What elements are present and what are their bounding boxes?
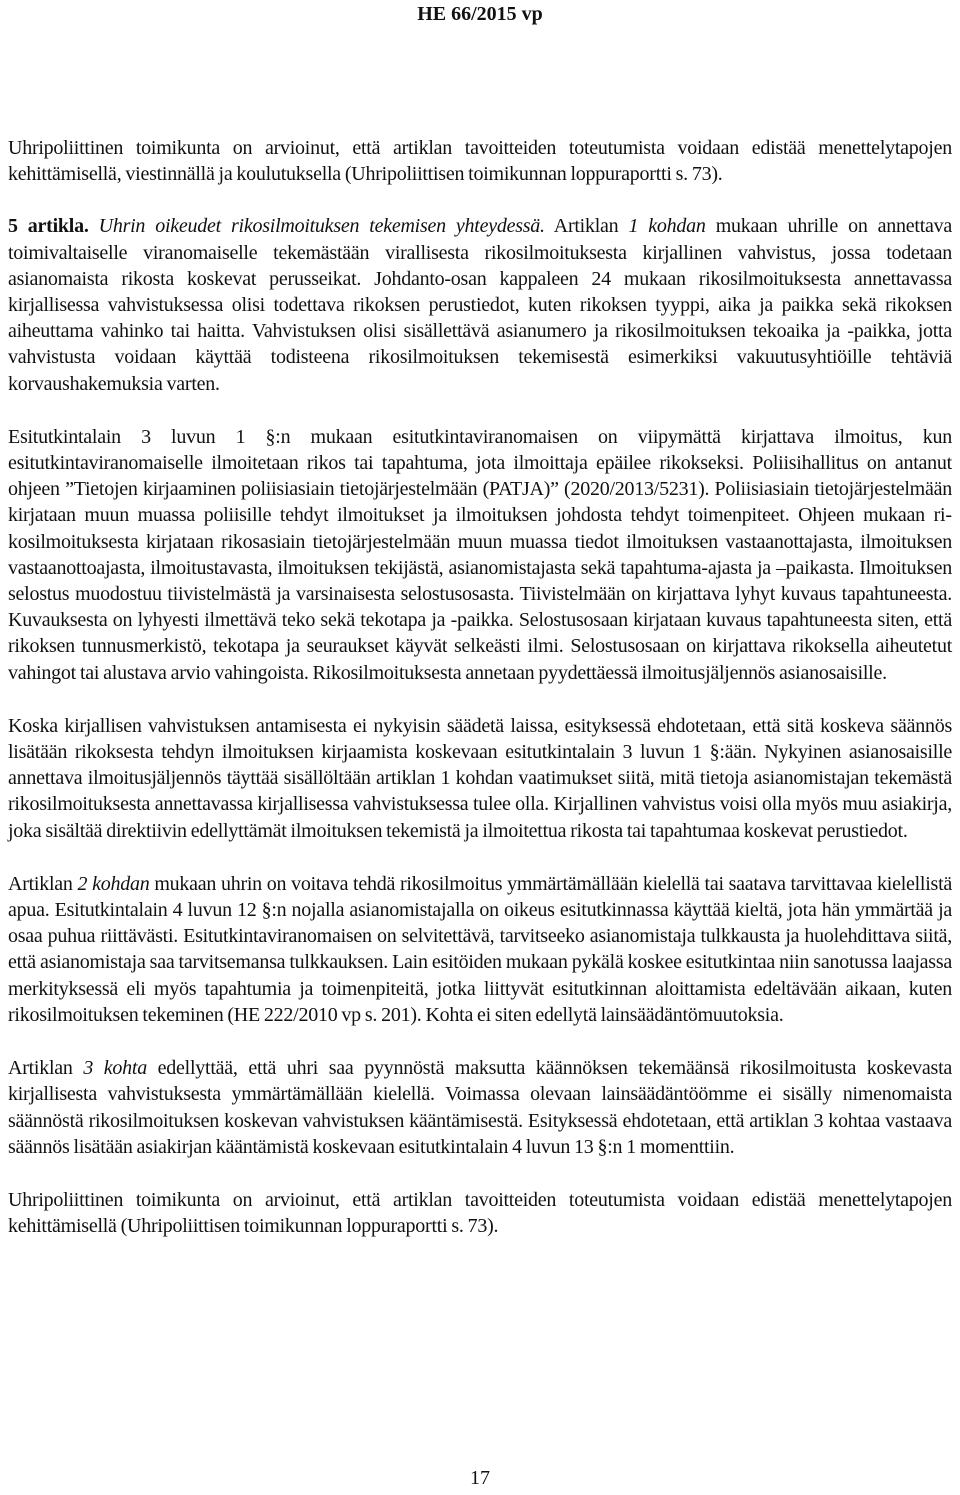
paragraph-6-text-b: edellyttää, että uhri saa pyynnöstä maksutta käännöksen tekemäänsä rikosilmoitusta koskevasta kirjallisesta vahvistuksesta ymmärtämällään kielellä. Voimassa olevaan lainsäädäntöömme ei sisälly nimenomaista säännöstä rikosilmoituksen koskevan vahvistuksen kääntämisestä. Esityksessä ehdotetaan, että artiklan 3 kohtaa vastaava säännös lisätään asiakirjan kääntämistä koskevaan esitutkintalain 4 luvun 13 §:n 1 momenttiin. <box>8 1057 953 1158</box>
paragraph-6-text-a: Artiklan <box>8 1057 73 1080</box>
paragraph-5 <box>8 871 952 1028</box>
page-number: 17 <box>470 1467 490 1489</box>
paragraph-1: Uhripoliittinen toimikunta on arvioinut, että artiklan tavoitteiden toteutumista voidaan edistää menettelytapojen kehittämisellä, viestinnällä ja koulutuksella (Uhripoliittisen toimikunnan loppuraportti s. 73). <box>8 137 952 186</box>
paragraph-6-italic-ref: 3 kohta <box>83 1057 147 1080</box>
paragraph-4: Koska kirjallisen vahvistuksen antamisesta ei nykyisin säädetä laissa, esityksessä ehdotetaan, että sitä koskeva säännös lisätään rikoksesta tehdyn ilmoituksen kirjaamista koskevaan esitutkintalain 3 luvun 1 §:ään. Nykyinen asianosaisille annettava ilmoitusjäljennös täyttää sisällöltään artiklan 1 kohdan vaatimukset siitä, mitä tietoja asianomistajan tekemästä rikosilmoituksesta annettavassa kirjallisessa vahvistuksessa tulee olla. Kirjallinen vahvistus voisi olla myös muu asiakirja, joka sisältää direktiivin edellyttämät ilmoituksen tekemistä ja ilmoitettua rikosta tai tapahtumaa koskevat perustiedot. <box>8 714 952 842</box>
paragraph-2-text-b: mukaan uhrille on annettava toimivaltaiselle viranomaiselle tekemästään virallisesta rikosilmoituksesta kirjallinen vahvistus, jossa todetaan asianomaista rikosta koskevat perusseikat. Johdanto-osan kappaleen 24 mukaan rikosilmoituksesta annettavassa kirjallisessa vahvistuksessa olisi todettava rikoksen perustiedot, kuten rikoksen tyyppi, aika ja paikka sekä rikoksen aiheuttama vahinko tai haitta. Vahvistuksen olisi sisällettävä asianumero ja rikosilmoituksen tekoaika ja -paikka, jotta vahvistusta voidaan käyttää todisteena rikosilmoituksen tekemisestä esimerkiksi vakuutusyhtiöille tehtäviä korvaushakemuksia varten. <box>8 215 953 395</box>
paragraph-2-italic-ref: 1 kohdan <box>628 215 706 238</box>
paragraph-7: Uhripoliittinen toimikunta on arvioinut, että artiklan tavoitteiden toteutumista voidaan edistää menettelytapojen kehittämisellä (Uhripoliittisen toimikunnan loppuraportti s. 73). <box>8 1188 952 1238</box>
document-body <box>8 135 952 1239</box>
paragraph-2 <box>8 213 952 396</box>
article-heading: 5 artikla. <box>8 215 89 238</box>
paragraph-5-text-a: Artiklan <box>8 872 73 895</box>
paragraph-3: Esitutkintalain 3 luvun 1 §:n mukaan esitutkintaviranomaisen on viipymättä kirjattava ilmoitus, kun esitutkintaviranomaiselle ilmoitetaan rikos tai tapahtuma, jota ilmoittaja epäilee rikokseksi. Poliisihallitus on antanut ohjeen ”Tietojen kirjaaminen poliisiasiain tietojärjestelmään (PATJA)” (2020/2013/5231). Poliisiasiain tietojärjestelmään kirjataan muun muassa poliisille tehdyt ilmoitukset ja ilmoituksen johdosta tehdyt toimenpiteet. Ohjeen mukaan rikosilmoituksesta kirjataan rikosasiain tietojärjestelmään muun muassa tiedot ilmoituksen vastaanottajasta, ilmoituksen vastaanottoajasta, ilmoitustavasta, ilmoituksen tekijästä, asianomistajasta sekä tapahtuma-ajasta ja –paikasta. Ilmoituksen selostus muodostuu tiivistelmästä ja varsinaisesta selostusosasta. Tiivistelmään on kirjattava lyhyt kuvaus tapahtuneesta. Kuvauksesta on lyhyesti ilmettävä teko sekä tekotapa ja -paikka. Selostusosaan kirjataan kuvaus tapahtuneesta siten, että rikoksen tunnusmerkistö, tekotapa ja seuraukset käyvät selkeästi ilmi. Selostusosaan on kirjattava rikoksella aiheutetut vahingot tai alustava arvio vahingoista. Rikosilmoituksesta annetaan pyydettäessä ilmoitusjäljennös asianosaisille. <box>8 425 952 684</box>
paragraph-2-text-a: Artiklan <box>553 215 619 238</box>
paragraph-5-text-b: mukaan uhrin on voitava tehdä rikosilmoitus ymmärtämällään kielellä tai saatava tarvittavaa kielellistä apua. Esitutkintalain 4 luvun 12 §:n nojalla asianomistajalla on oikeus esitutkinnassa käyttää kieltä, jota hän ymmärtää ja osaa puhua riittävästi. Esitutkintaviranomaisen on selvitettävä, tarvitseeko asianomistaja tulkkausta ja huolehdittava siitä, että asianomistaja saa tarvitsemansa tulkkauksen. Lain esitöiden mukaan pykälä koskee esitutkintaa niin sanotussa laajassa merkityksessä eli myös tapahtumia ja toimenpiteitä, jotka liittyvät esitutkinnan aloittamista edeltävään aikaan, kuten rikosilmoituksen tekeminen (HE 222/2010 vp s. 201). Kohta ei siten edellytä lainsäädäntömuutoksia. <box>8 872 953 1026</box>
article-title: Uhrin oikeudet rikosilmoituksen tekemisen yhteydessä. <box>98 215 545 238</box>
paragraph-5-italic-ref: 2 kohdan <box>77 872 150 895</box>
document-header: HE 66/2015 vp <box>417 3 543 25</box>
paragraph-6 <box>8 1055 952 1160</box>
